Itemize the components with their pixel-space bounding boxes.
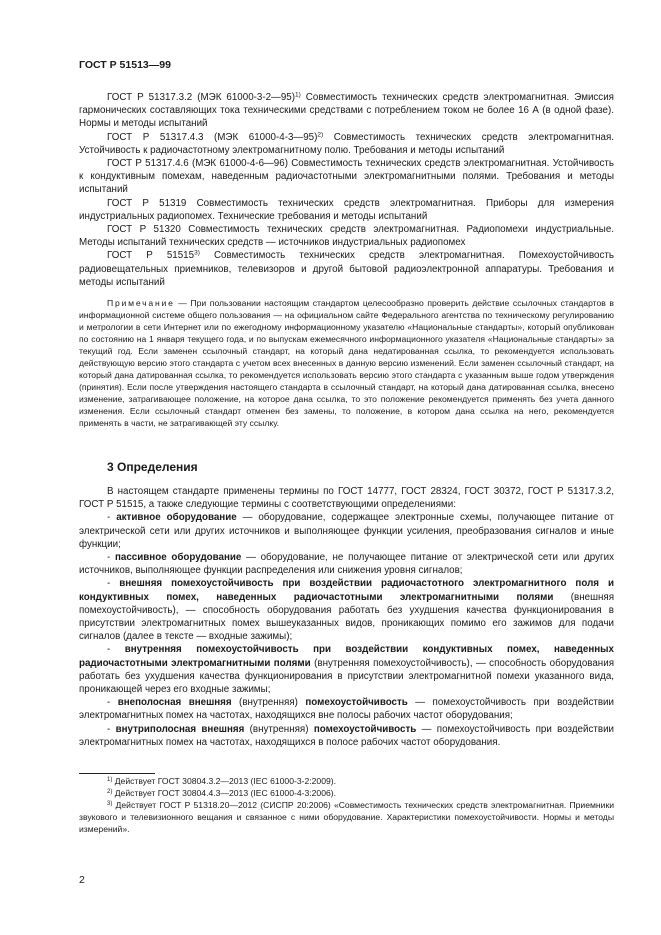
reference-item: ГОСТ Р 51320 Совместимость технических средств электромагнитная. Радиопомехи индустриальные. Методы испытаний технических средств — источников индустриальных радиопомех <box>79 224 614 249</box>
footnote: $^{3)}$ Действует ГОСТ Р 51318.20—2012 (СИСПР 20:2006) «Совместимость технических средств электромагнитная. Приемники звукового и телевизионного вещания и связанное с ними оборудование. Характеристики помехоустойчивости. Нормы и методы измерений». <box>79 800 614 834</box>
note-label: Примечание <box>107 298 175 309</box>
reference-item: ГОСТ Р 51317.4.6 (МЭК 61000-4-6—96) Совместимость технических средств электромагнитная. Устойчивость к кондуктивным помехам, наведенным радиочастотными электромагнитными полями. Требования и методы испытаний <box>79 158 614 196</box>
note-text: — При пользовании настоящим стандартом целесообразно проверить действие ссылочных стандартов в информационной системе общего пользования — на официальном сайте Федерального агентства по техническому регулированию и метрологии в сети Интернет или по ежегодному информационному указателю «Национальные стандарты», который опубликован по состоянию на 1 января текущего года, и по выпускам ежемесячного информационного указателя «Национальные стандарты» за текущий год. Если заменен ссылочный стандарт, на который дана недатированная ссылка, то рекомендуется использовать действующую версию этого стандарта с учетом всех внесенных в данную версию изменений. Если заменен ссылочный стандарт, на который дана датированная ссылка, то рекомендуется использовать версию этого стандарта с указанным выше годом утверждения (принятия). Если после утверждения настоящего стандарта в ссылочный стандарт, на который дана датированная ссылка, внесено изменение, затрагивающее положение, на которое дана ссылка, то это положение рекомендуется применять без учета данного изменения. Если ссылочный стандарт отменен без замены, то положение, в котором дана ссылка на него, рекомендуется применять в части, не затрагивающей эту ссылку. <box>79 298 614 429</box>
footnote-divider <box>79 773 155 774</box>
document-code-header: ГОСТ Р 51513—99 <box>79 59 171 71</box>
footnote-mark: 2) <box>107 789 113 795</box>
section-title: 3 Определения <box>107 460 198 474</box>
footnote-marker: 3) <box>194 249 200 257</box>
definition-item: - внеполосная внешняя (внутренняя) помехоустойчивость — помехоустойчивость при воздействии электромагнитных помех на частотах, находящихся вне полосы рабочих частот оборудования; <box>79 697 615 722</box>
footnotes <box>79 775 614 835</box>
definition-item: - пассивное оборудование — оборудование, не получающее питание от электрической сети или других источников, выполняющее функции распределения или снижения уровня сигналов; <box>79 552 614 577</box>
definitions-block <box>79 485 614 749</box>
footnote: $^{1)}$ Действует ГОСТ 30804.3.2—2013 (IEC 61000-3-2:2009). <box>107 776 337 786</box>
definition-item: - внутренняя помехоустойчивость при воздействии кондуктивных помех, наведенных радиочастотными электромагнитными полями (внутренняя помехоустойчивость), — способность оборудования работать без ухудшения качества функционирования в присутствии электромагнитной помехи указанного вида, проникающей через его входные зажимы; <box>79 644 614 696</box>
footnote: $^{2)}$ Действует ГОСТ 30804.4.3—2013 (IEC 61000-4-3:2006). <box>107 788 337 798</box>
footnote-marker: 2) <box>317 131 324 139</box>
note-paragraph <box>79 297 614 429</box>
section-intro: В настоящем стандарте применены термины по ГОСТ 14777, ГОСТ 28324, ГОСТ 30372, ГОСТ Р 51317.3.2, ГОСТ Р 51515, а также следующие термины с соответствующими определениями: <box>79 486 614 511</box>
term: активное оборудование <box>116 512 237 524</box>
term: пассивное оборудование <box>114 552 242 564</box>
reference-item: ГОСТ Р 51317.4.3 (МЭК 61000-4-3—95)$^{2)}$ Совместимость технических средств электромагнитная. Устойчивость к радиочастотному электромагнитному полю. Требования и методы испытаний <box>79 131 614 156</box>
term: внешняя помехоустойчивость при воздействии радиочастотного электромагнитного поля и кондуктивных помех, наведенных радиочастотными электромагнитными полями <box>79 578 614 603</box>
definition-item: - активное оборудование — оборудование, содержащее электронные схемы, получающее питание от электрической сети или других источников и выполняющее функции усиления, преобразования сигналов и иные функции; <box>79 512 614 550</box>
page-number: 2 <box>79 874 85 886</box>
footnote-mark: 1) <box>107 777 113 783</box>
reference-item: ГОСТ Р 51317.3.2 (МЭК 61000-3-2—95)$^{1)}$ Совместимость технических средств электромагнитная. Эмиссия гармонических составляющих тока техническими средствами с потреблением током не более 16 А (в одной фазе). Нормы и методы испытаний <box>79 91 614 130</box>
term: помехоустойчивость <box>305 697 408 709</box>
term: внутренняя помехоустойчивость при воздействии кондуктивных помех, наведенных радиочастотными электромагнитными полями <box>79 644 614 669</box>
term: внутриполосная внешняя <box>115 723 245 735</box>
term: помехоустойчивость <box>313 723 417 735</box>
definition-item: - внешняя помехоустойчивость при воздействии радиочастотного электромагнитного поля и кондуктивных помех, наведенных радиочастотными электромагнитными полями (внешняя помехоустойчивость), — способность оборудования работать без ухудшения качества функционирования в присутствии электромагнитных помех вышеуказанных видов, проникающих помимо его зажимов для подачи сигналов (далее в тексте — входные зажимы); <box>79 578 614 643</box>
reference-item: ГОСТ Р 51515$^{3)}$ Совместимость технических средств электромагнитная. Помехоустойчивость радиовещательных приемников, телевизоров и другой бытовой радиоэлектронной аппаратуры. Требования и методы испытаний <box>79 249 614 288</box>
reference-item: ГОСТ Р 51319 Совместимость технических средств электромагнитная. Приборы для измерения индустриальных радиопомех. Технические требования и методы испытаний <box>79 197 614 222</box>
term: внеполосная внешняя <box>117 697 232 709</box>
references-block <box>79 91 614 429</box>
footnote-marker: 1) <box>295 91 301 99</box>
footnote-mark: 3) <box>107 801 113 807</box>
definition-item: - внутриполосная внешняя (внутренняя) помехоустойчивость — помехоустойчивость при воздействии электромагнитных помех на частотах, находящихся в полосе рабочих частот оборудования. <box>79 723 615 748</box>
